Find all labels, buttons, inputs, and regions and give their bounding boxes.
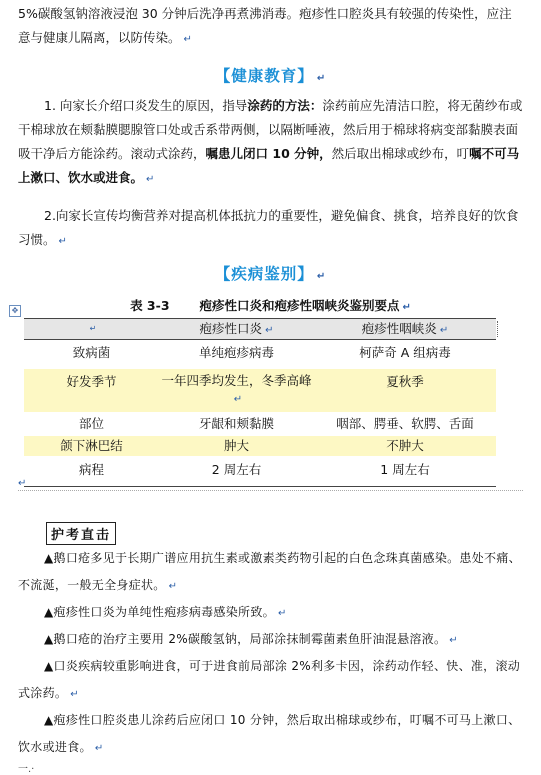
exam-tip: ▲鹅口疮多见于长期广谱应用抗生素或激素类药物引起的白色念珠真菌感染。患处不痛、不流涎，一般无全身症状。 ↵	[18, 551, 521, 592]
paragraph-education-2: 2.向家长宣传均衡营养对提高机体抵抗力的重要性，避免偏食、挑食，培养良好的饮食习惯。 ↵	[18, 208, 519, 247]
table-header-row	[24, 318, 496, 340]
paragraph-mark: ↵	[316, 271, 327, 282]
paragraph-mark: ↵	[183, 34, 192, 45]
section-heading-disease-identification: 【疾病鉴别】 ↵	[214, 265, 327, 283]
table-header-cell: ↵	[89, 324, 97, 333]
table-header-cell: 疱疹性咽峡炎 ↵	[361, 321, 449, 336]
exam-tip: ▲鹅口疮的治疗主要用 2%碳酸氢钠，局部涂抹制霉菌素鱼肝油混悬溶液。 ↵	[44, 632, 458, 646]
paragraph-mark: ↵	[316, 73, 327, 84]
table-row: 病程 2 周左右 1 周左右	[24, 456, 496, 487]
divider	[18, 490, 523, 491]
table-caption: 表 3-3 疱疹性口炎和疱疹性咽峡炎鉴别要点 ↵	[130, 298, 411, 313]
comparison-table	[24, 318, 496, 487]
paragraph-education-1: 1. 向家长介绍口炎发生的原因，指导涂药的方法：涂药前应先清洁口腔，将无菌纱布或干棉球放在颊黏膜腮腺管口处或舌系带两侧，以隔断唾液，然后用于棉球将病变部黏膜表面吸干净后方能涂药。滚动式涂药，嘱患儿闭口 10 分钟，然后取出棉球或纱布，叮嘱不可马上漱口、饮水或进食。 ↵	[18, 98, 523, 185]
table-row: 好发季节 一年四季均发生，冬季高峰↵ 夏秋季	[24, 369, 496, 412]
exam-tip: ▲口炎疾病较重影响进食，可于进食前局部涂 2%利多卡因，涂药动作轻、快、准，滚动式涂药。 ↵	[18, 659, 521, 700]
exam-tip: ▲疱疹性口炎为单纯性疱疹病毒感染所致。 ↵	[44, 605, 287, 619]
paragraph-mark: ↵	[58, 236, 67, 247]
paragraph-mark: ↵	[146, 174, 155, 185]
table-row: 部位 牙龈和颊黏膜 咽部、腭垂、软腭、舌面	[78, 416, 474, 431]
nurse-exam-title: 护考直击	[46, 522, 116, 545]
exam-tip: ▲疱疹性口腔炎患儿涂药后应闭口 10 分钟，然后取出棉球或纱布，叮嘱不可马上漱口、饮水或进食。 ↵	[18, 713, 521, 754]
paragraph-mark: ↵	[18, 478, 27, 489]
paragraph-mark: ↵	[402, 302, 411, 313]
table-header-cell: 疱疹性口炎 ↵	[199, 321, 274, 336]
section-heading-health-education: 【健康教育】 ↵	[214, 67, 327, 85]
table-row: 致病菌 单纯疱疹病毒 柯萨奇 A 组病毒	[72, 345, 451, 360]
table-row: 颌下淋巴结 肿大 不肿大	[24, 436, 496, 456]
footer-mark: 一.·	[18, 764, 35, 775]
move-handle-icon[interactable]: ✥	[9, 305, 21, 317]
row-end-marker	[494, 321, 498, 337]
paragraph-disinfection: 5%碳酸氢钠溶液浸泡 30 分钟后洗净再煮沸消毒。疱疹性口腔炎具有较强的传染性，应注意与健康儿隔离，以防传染。 ↵	[18, 6, 512, 45]
